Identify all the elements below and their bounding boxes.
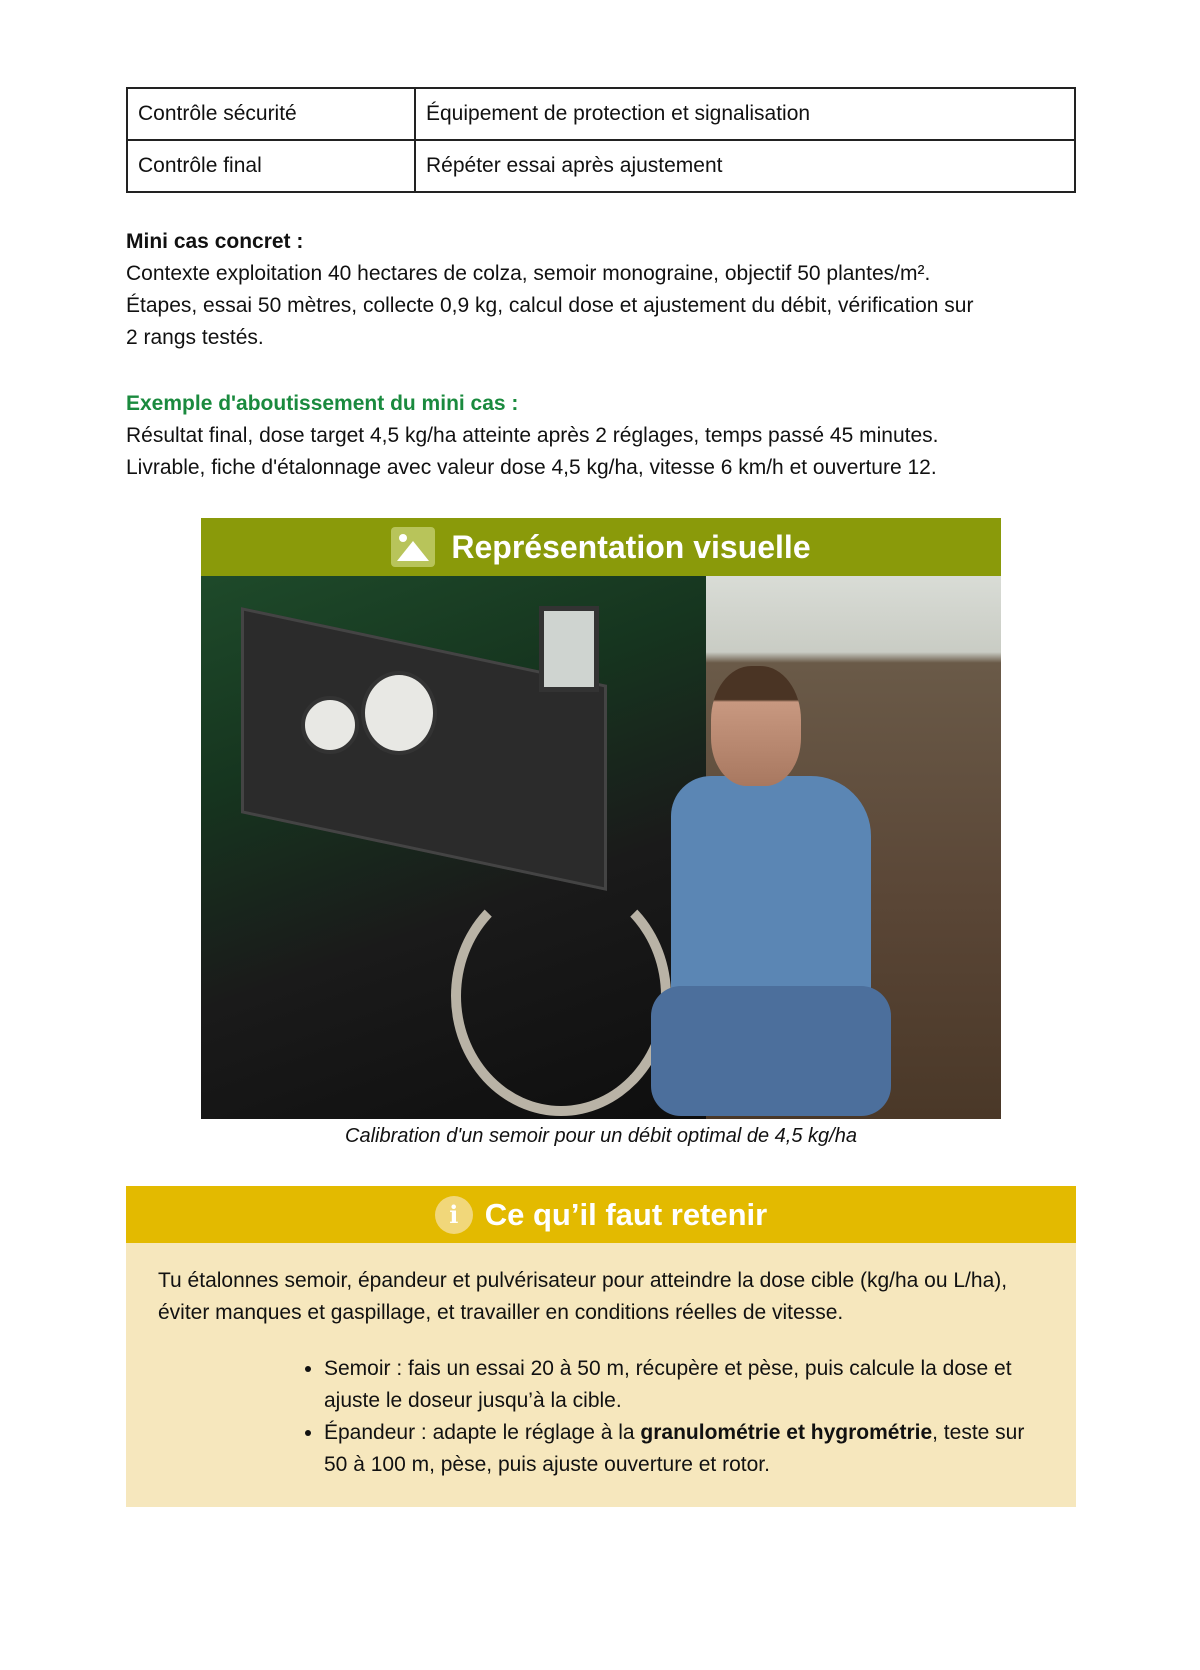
table-row (127, 88, 1075, 140)
control-table (126, 87, 1076, 193)
table-cell-value: Équipement de protection et signalisation (415, 88, 1075, 140)
key-takeaways-list (158, 1353, 1044, 1481)
table-cell-value: Répéter essai après ajustement (415, 140, 1075, 192)
list-item-text: Épandeur : adapte le réglage à la (324, 1421, 641, 1444)
outcome-section (126, 388, 1086, 484)
key-takeaways-header (126, 1186, 1076, 1243)
key-takeaways-body (126, 1243, 1076, 1507)
farmer-head (711, 666, 801, 786)
gauge (301, 696, 359, 754)
outcome-line: Livrable, fiche d'étalonnage avec valeur dose 4,5 kg/ha, vitesse 6 km/h et ouverture 12. (126, 456, 937, 479)
key-takeaways-title: Ce qu’il faut retenir (484, 1196, 768, 1232)
figure-title: Représentation visuelle (451, 528, 811, 565)
outcome-line: Résultat final, dose target 4,5 kg/ha atteinte après 2 réglages, temps passé 45 minutes. (126, 424, 939, 447)
outcome-heading: Exemple d'aboutissement du mini cas : (126, 392, 519, 415)
table-row (127, 140, 1075, 192)
figure-header (201, 518, 1001, 576)
list-item-text: , teste sur 50 à 100 m, pèse, puis ajuste ouverture et rotor. (324, 1421, 1025, 1476)
visual-figure (201, 518, 1001, 1148)
mini-case-heading: Mini cas concret : (126, 230, 304, 253)
mini-case-section (126, 226, 1086, 354)
list-item: • Semoir : fais un essai 20 à 50 m, récupère et pèse, puis calcule la dose et ajuste le doseur jusqu’à la cible. (324, 1353, 1044, 1417)
table-cell-label: Contrôle sécurité (127, 88, 415, 140)
image-icon (391, 527, 435, 567)
mini-case-line: 2 rangs testés. (126, 326, 264, 349)
key-takeaways-intro: Tu étalonnes semoir, épandeur et pulvérisateur pour atteindre la dose cible (kg/ha ou L/ha), éviter manques et gaspillage, et travailler en conditions réelles de vitesse. (158, 1269, 1008, 1324)
monitor-screen (539, 606, 599, 692)
farmer-jeans (651, 986, 891, 1116)
mini-case-line: Contexte exploitation 40 hectares de colza, semoir monograine, objectif 50 plantes/m². (126, 262, 931, 285)
mini-case-line: Étapes, essai 50 mètres, collecte 0,9 kg, calcul dose et ajustement du débit, vérification sur (126, 294, 974, 317)
table-cell-label: Contrôle final (127, 140, 415, 192)
info-icon: i (435, 1196, 473, 1234)
farmer (631, 666, 891, 1119)
key-takeaways-box (126, 1186, 1076, 1507)
gauge (361, 671, 437, 755)
list-item (324, 1417, 1044, 1481)
figure-caption: Calibration d'un semoir pour un débit optimal de 4,5 kg/ha (345, 1125, 857, 1147)
list-item-bold-text: granulométrie et hygrométrie (640, 1421, 933, 1444)
farmer-shirt (671, 776, 871, 1016)
seeder-calibration-photo (201, 576, 1001, 1119)
